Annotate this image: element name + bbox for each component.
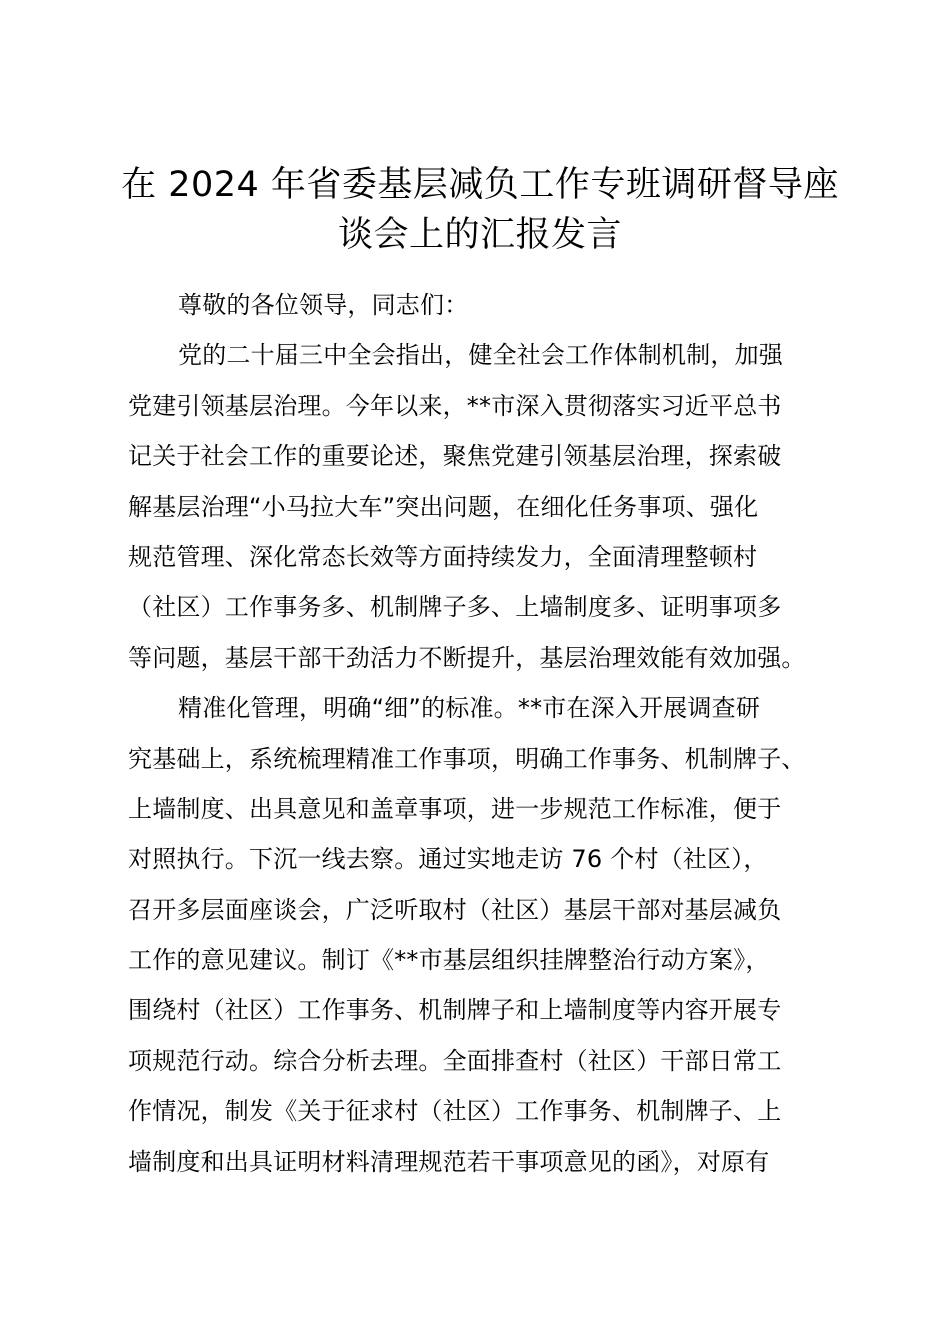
body-line: 精准化管理，明确“细”的标准。**市在深入开展调查研 — [178, 694, 761, 723]
body-line: 解基层治理“小马拉大车”突出问题，在细化任务事项、强化 — [128, 492, 759, 521]
body-line: 记关于社会工作的重要论述，聚焦党建引领基层治理，探索破 — [128, 442, 782, 471]
body-line: （社区）工作事务多、机制牌子多、上墙制度多、证明事项多 — [128, 593, 782, 622]
body-line: 对照执行。下沉一线去察。通过实地走访 76 个村（社区）， — [128, 845, 768, 874]
body-line: 等问题，基层干部干劲活力不断提升，基层治理效能有效加强。 — [128, 643, 806, 672]
body-line: 召开多层面座谈会，广泛听取村（社区）基层干部对基层减负 — [128, 895, 782, 924]
body-line: 党建引领基层治理。今年以来，**市深入贯彻落实习近平总书 — [128, 391, 782, 420]
body-line: 项规范行动。综合分析去理。全面排查村（社区）干部日常工 — [128, 1046, 782, 1075]
document-title — [110, 160, 850, 260]
body-line: 尊敬的各位领导，同志们： — [178, 291, 469, 319]
document-body — [128, 284, 840, 1191]
body-line: 墙制度和出具证明材料清理规范若干事项意见的函》，对原有 — [128, 1147, 770, 1176]
title-line-1: 在 2024 年省委基层减负工作专班调研督导座 — [121, 165, 839, 205]
body-line: 工作的意见建议。制订《**市基层组织挂牌整治行动方案》， — [128, 946, 770, 975]
body-line: 上墙制度、出具意见和盖章事项，进一步规范工作标准，便于 — [128, 794, 782, 823]
body-line: 党的二十届三中全会指出，健全社会工作体制机制，加强 — [178, 341, 783, 370]
body-line: 规范管理、深化常态长效等方面持续发力，全面清理整顿村 — [128, 542, 758, 571]
body-line: 围绕村（社区）工作事务、机制牌子和上墙制度等内容开展专 — [128, 996, 782, 1025]
body-line: 究基础上，系统梳理精准工作事项，明确工作事务、机制牌子、 — [128, 744, 806, 773]
title-line-2: 谈会上的汇报发言 — [337, 215, 622, 255]
body-line: 作情况，制发《关于征求村（社区）工作事务、机制牌子、上 — [128, 1097, 782, 1126]
